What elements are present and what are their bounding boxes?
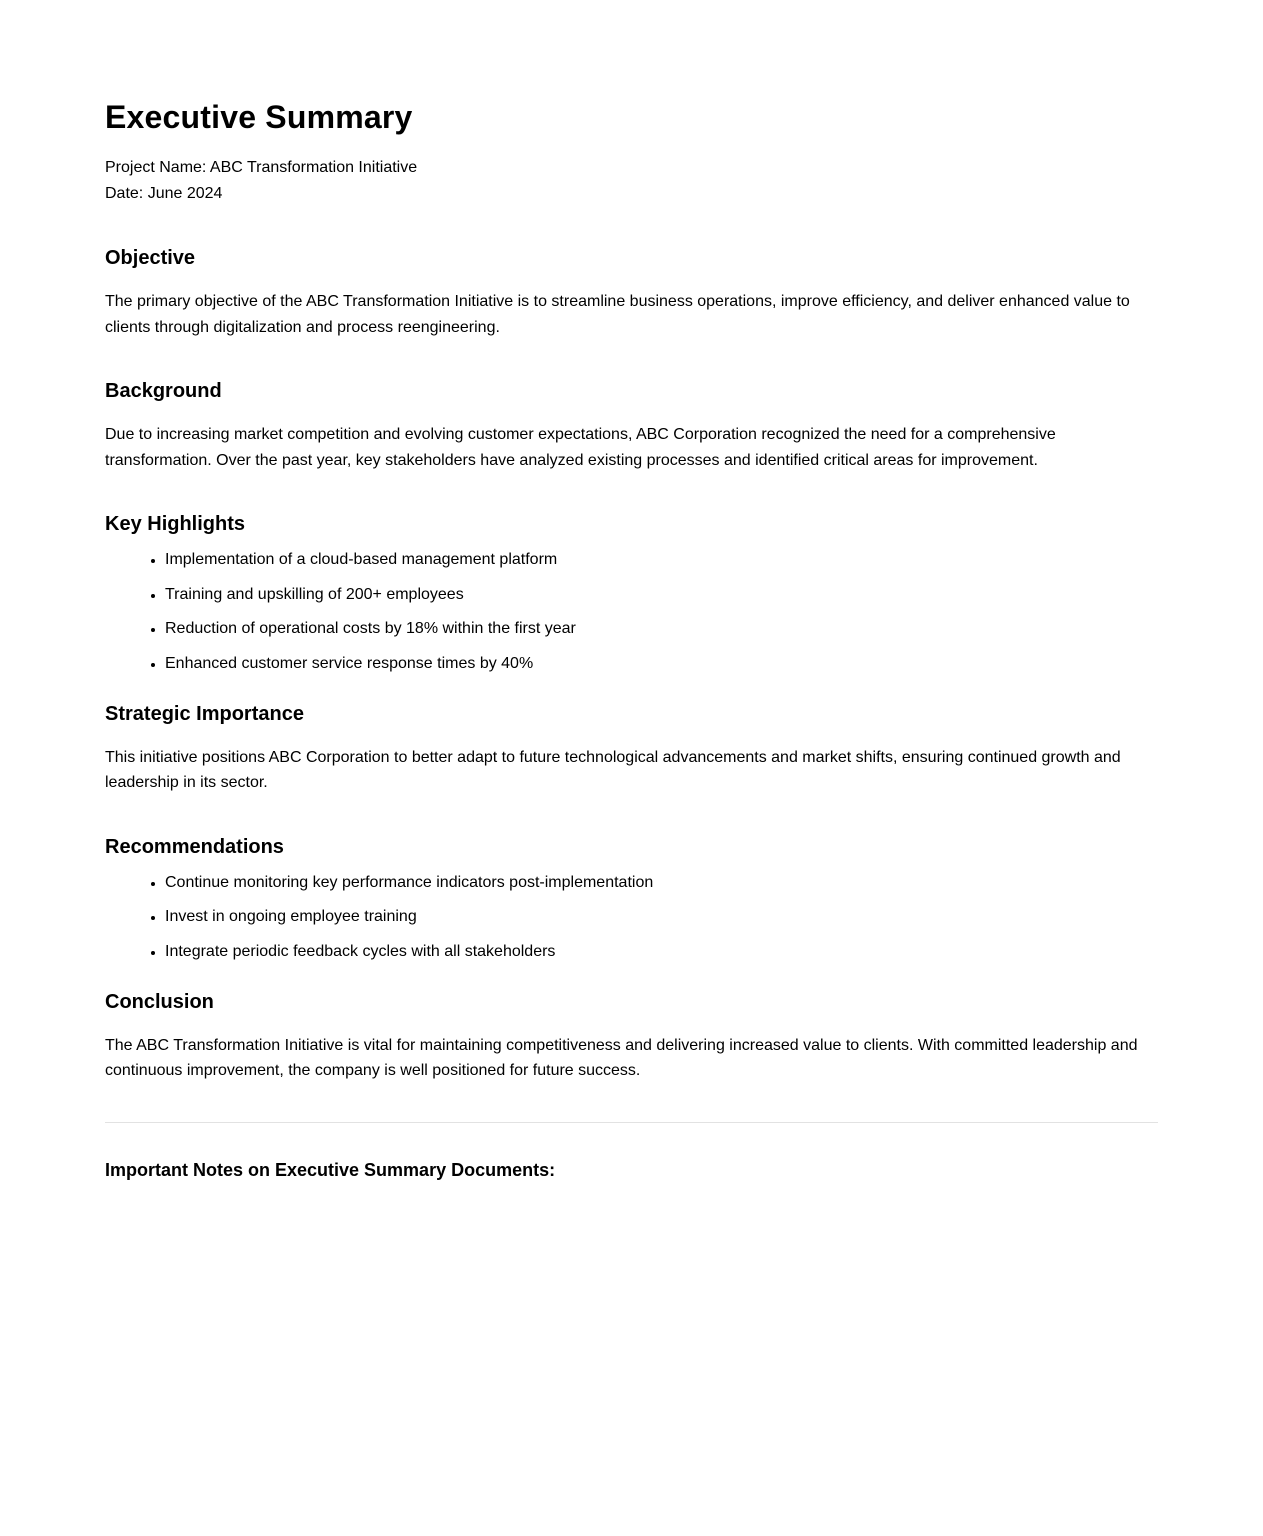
list-item: • Continue monitoring key performance indicators post-implementation xyxy=(165,872,1158,894)
conclusion-heading: Conclusion xyxy=(105,990,214,1013)
document-content xyxy=(105,96,1158,1206)
list-item: • Reduction of operational costs by 18% within the first year xyxy=(165,618,1158,640)
list-item: • Enhanced customer service response times by 40% xyxy=(165,653,1158,675)
highlights-list xyxy=(105,549,1158,675)
list-item: • Integrate periodic feedback cycles with all stakeholders xyxy=(165,941,1158,963)
strategic-heading: Strategic Importance xyxy=(105,702,304,725)
background-text: Due to increasing market competition and evolving customer expectations, ABC Corporation recognized the need for a comprehensive transformation. Over the past year, key stakeholders have analyzed existing processes and identified critical areas for improvement. xyxy=(105,426,1056,469)
notes-heading: Important Notes on Executive Summary Documents: xyxy=(105,1159,556,1180)
list-item: • Invest in ongoing employee training xyxy=(165,906,1158,928)
objective-heading: Objective xyxy=(105,247,196,269)
background-section xyxy=(105,378,1158,473)
project-name: Project Name: ABC Transformation Initiative xyxy=(105,159,418,176)
strategic-section xyxy=(105,701,1158,796)
document-meta xyxy=(105,155,1158,207)
recommendations-list xyxy=(105,872,1158,963)
objective-text: The primary objective of the ABC Transformation Initiative is to streamline business operations, improve efficiency, and deliver enhanced value to clients through digitalization and process reengineering. xyxy=(105,293,1130,336)
background-heading: Background xyxy=(105,380,222,402)
page-title: Executive Summary xyxy=(105,99,413,135)
strategic-text: This initiative positions ABC Corporation to better adapt to future technological advancements and market shifts, ensuring continued growth and leadership in its sector. xyxy=(105,748,1121,791)
highlights-heading: Key Highlights xyxy=(105,513,246,535)
section-divider xyxy=(105,1122,1158,1123)
notes-list-clipped xyxy=(105,1182,1158,1206)
list-item: • Implementation of a cloud-based management platform xyxy=(165,549,1158,571)
objective-section xyxy=(105,245,1158,340)
recommendations-section xyxy=(105,834,1158,963)
conclusion-text: The ABC Transformation Initiative is vital for maintaining competitiveness and delivering increased value to clients. With committed leadership and continuous improvement, the company is well positioned for future success. xyxy=(105,1036,1138,1079)
recommendations-heading: Recommendations xyxy=(105,835,284,858)
conclusion-section xyxy=(105,989,1158,1084)
document-date: Date: June 2024 xyxy=(105,185,223,202)
highlights-section xyxy=(105,511,1158,675)
list-item: • Training and upskilling of 200+ employees xyxy=(165,584,1158,606)
